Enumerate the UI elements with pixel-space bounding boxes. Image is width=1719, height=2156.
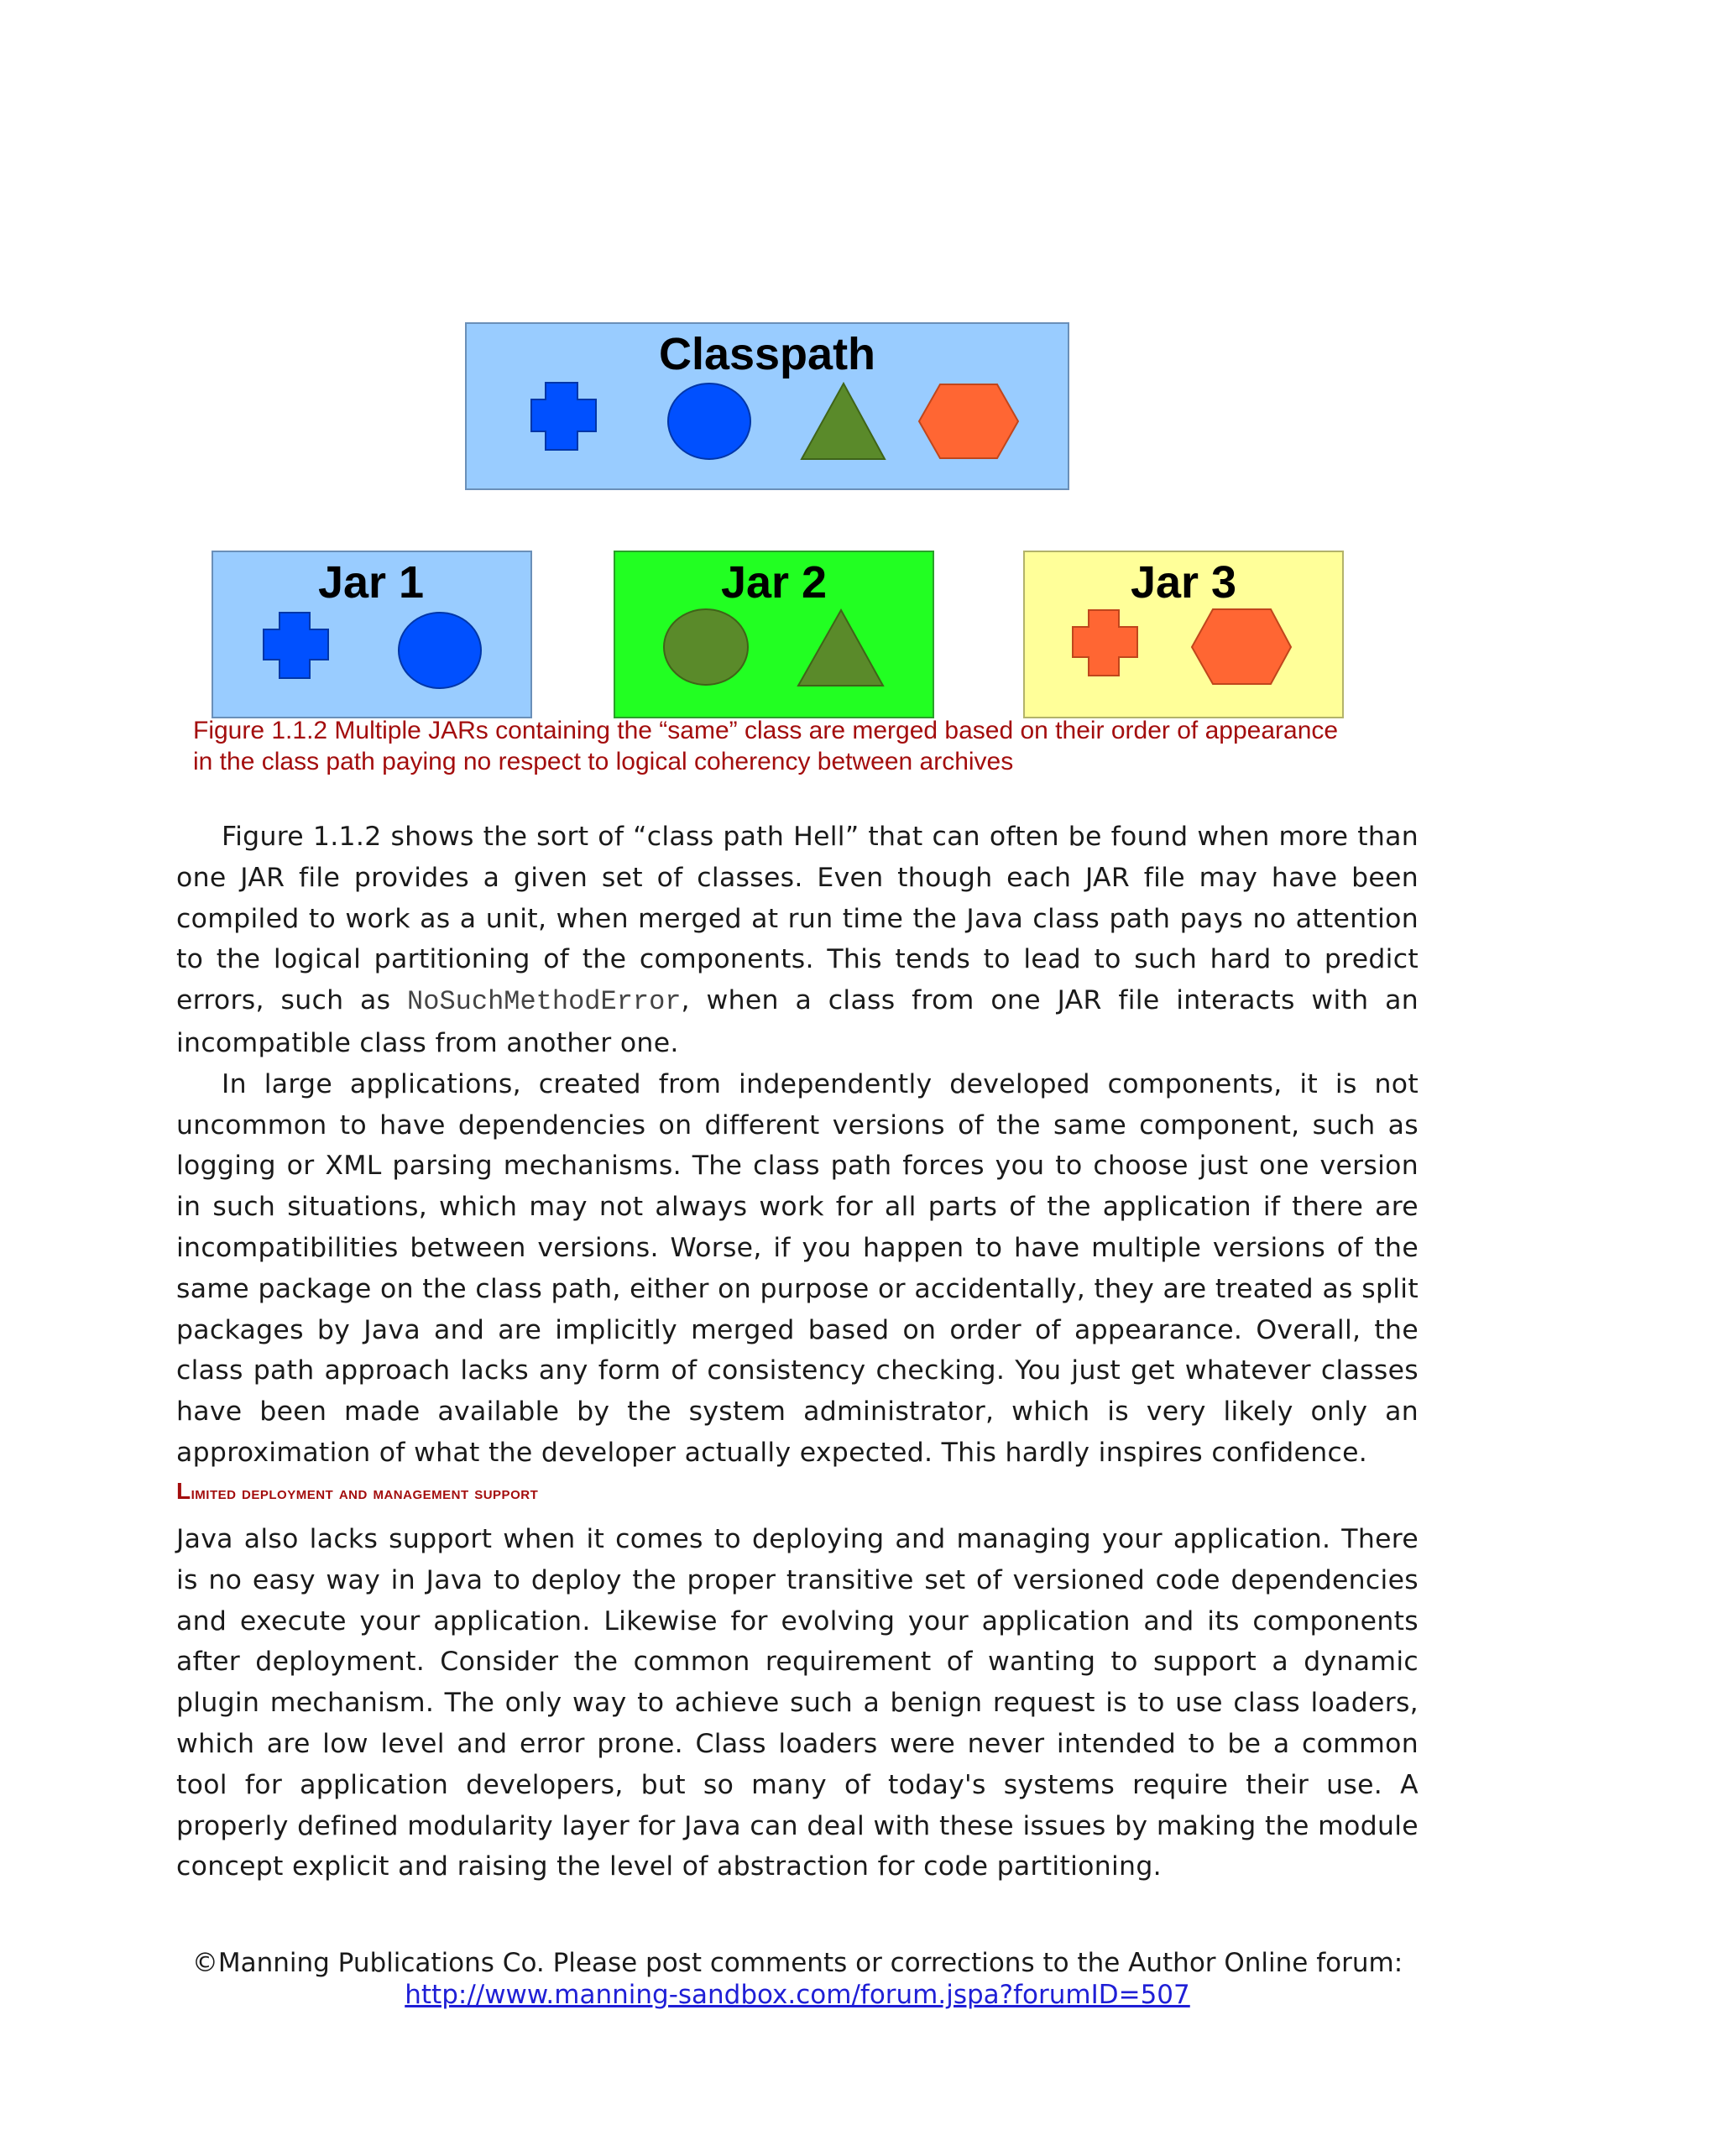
- section-heading: [176, 1478, 538, 1505]
- paragraph-1: [176, 817, 1419, 1064]
- jar1-box: [212, 551, 531, 718]
- jar1-title: Jar 1: [317, 557, 425, 608]
- heading-initial: L: [176, 1478, 191, 1504]
- forum-link[interactable]: http://www.manning-sandbox.com/forum.jspa?forumID=507: [405, 1980, 1190, 2010]
- jar2-title: Jar 2: [720, 557, 828, 608]
- caption-line: Figure 1.1.2 Multiple JARs containing the “same” class are merged based on their order of appearance: [193, 717, 1339, 744]
- jar3-box: [1024, 551, 1343, 718]
- classpath-diagram: [0, 0, 1719, 806]
- classpath-box: [466, 323, 1068, 489]
- circle-shape: [399, 613, 481, 688]
- footer-link-row: [0, 1980, 1595, 2010]
- circle-shape: [664, 609, 748, 685]
- paragraph-text: Figure 1.1.2 shows the sort of “class path Hell” that can often be found when more than one JAR file provides a given set of classes. Even though each JAR file may have been compiled to work as a unit, when merged at run time the Java class path pays no attention to the logical partitioning of the components. This tends to lead to such hard to predict errors, such as: [176, 822, 1419, 1016]
- circle-shape: [668, 384, 750, 459]
- jar3-title: Jar 3: [1130, 557, 1237, 608]
- code-nosuchmethoderror: NoSuchMethodError: [407, 986, 682, 1018]
- paragraph-3: Java also lacks support when it comes to deploying and managing your application. There is no easy way in Java to deploy the proper transitive set of versioned code dependencies and execute your application. Likewise for evolving your application and its components after deployment. Consider the common requirement of wanting to support a dynamic plugin mechanism. The only way to achieve such a benign request is to use class loaders, which are low level and error prone. Class loaders were never intended to be a common tool for application developers, but so many of today's systems require their use. A properly defined modularity layer for Java can deal with these issues by making the module concept explicit and raising the level of abstraction for code partitioning.: [176, 1524, 1419, 1882]
- heading-text: imited deployment and management support: [191, 1482, 539, 1503]
- section-body: [176, 1519, 1419, 1887]
- paragraph-2: In large applications, created from independently developed components, it is not uncommon to have dependencies on different versions of the same component, such as logging or XML parsing mechanisms. The class path forces you to choose just one version in such situations, which may not always work for all parts of the application if there are incompatibilities between versions. Worse, if you happen to have multiple versions of the same package on the class path, either on purpose or accidentally, they are treated as split packages by Java and are implicitly merged based on order of appearance. Overall, the class path approach lacks any form of consistency checking. You just get whatever classes have been made available by the system administrator, which is very likely only an approximation of what the developer actually expected. This hardly inspires confidence.: [176, 1068, 1419, 1468]
- hexagon-shape: [1192, 609, 1291, 684]
- jar2-box: [614, 551, 933, 718]
- hexagon-shape: [919, 384, 1018, 458]
- body-paragraphs: [176, 817, 1419, 1474]
- classpath-title: Classpath: [658, 329, 876, 379]
- caption-line: in the class path paying no respect to logical coherency between archives: [193, 748, 1014, 775]
- footer-notice: ©Manning Publications Co. Please post comments or corrections to the Author Online forum:: [191, 1948, 1403, 1978]
- figure-caption: [193, 715, 1452, 777]
- paragraph-text: , when a class from one JAR file interacts with an incompatible class from another one.: [176, 985, 1419, 1058]
